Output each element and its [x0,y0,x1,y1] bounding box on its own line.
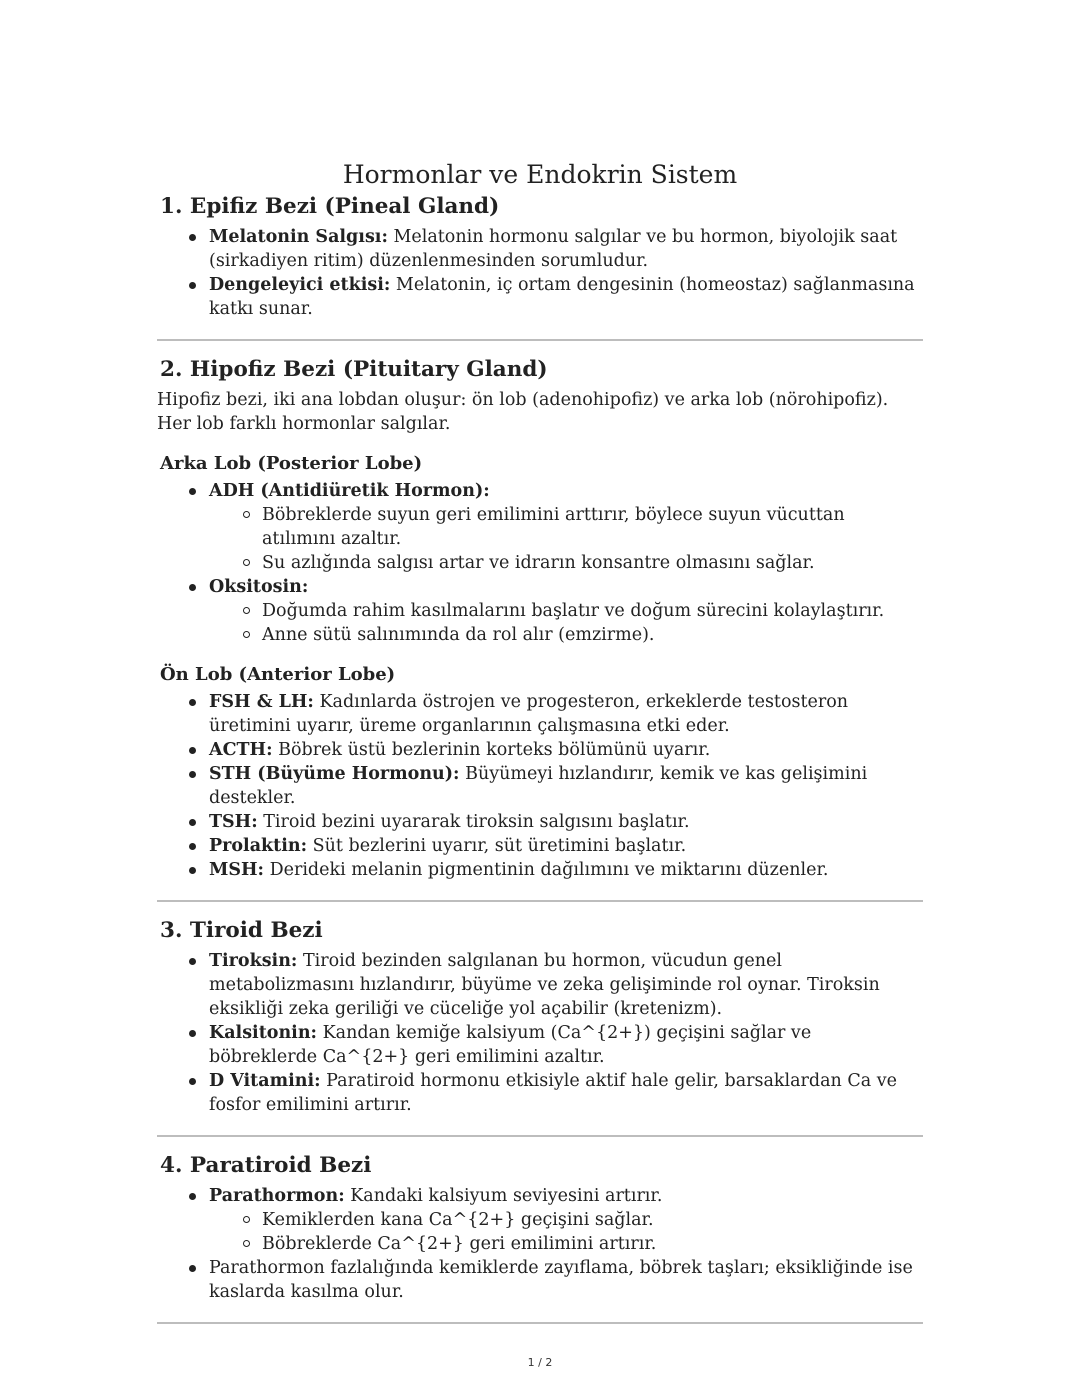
item-text: Kadınlarda östrojen ve progesteron, erkeklerde testosteron üretimini uyarır, üreme organlarının çalışmasına etki eder. [209,692,849,736]
item-text: Böbrek üstü bezlerinin korteks bölümünü uyarır. [272,740,711,760]
section-divider [157,1135,923,1137]
item-label: Dengeleyici etkisi: [209,275,391,295]
item-text: Tiroid bezini uyararak tiroksin salgısını başlatır. [257,812,690,832]
item-label: ADH (Antidiüretik Hormon): [209,481,490,501]
item-label: Tiroksin: [209,951,298,971]
item-text: Melatonin, iç ortam dengesinin (homeostaz) sağlanmasına katkı sunar. [209,275,915,319]
list-item [209,225,923,273]
list-item [209,738,923,762]
item-label: FSH & LH: [209,692,314,712]
page-number: 1 / 2 [527,1356,553,1369]
section-heading: 4. Paratiroid Bezi [160,1153,372,1178]
list-item [209,1069,923,1117]
section-intro: Hipofiz bezi, iki ana lobdan oluşur: ön lob (adenohipofiz) ve arka lob (nörohipofiz). Her lob farklı hormonlar salgılar. [157,390,889,434]
item-text: Kandan kemiğe kalsiyum (Ca^{2+}) geçişini sağlar ve böbreklerde Ca^{2+} geri emilimini azaltır. [209,1023,812,1067]
bullet-list [157,949,923,1117]
item-text: Tiroid bezinden salgılanan bu hormon, vücudun genel metabolizmasını hızlandırır, büyüme ve zeka gelişiminde rol oynar. Tiroksin eksikliği zeka geriliği ve cüceliğe yol açabilir (kretenizm). [209,951,880,1019]
list-item [209,690,923,738]
item-label: Parathormon: [209,1186,345,1206]
list-item [209,479,923,575]
sub-list-item: Doğumda rahim kasılmalarını başlatır ve doğum sürecini kolaylaştırır. [262,599,923,623]
item-text: Süt bezlerini uyarır, süt üretimini başlatır. [307,836,687,856]
section-divider [157,339,923,341]
bullet-list [157,1184,923,1304]
subsection-heading-arka-lob: Arka Lob (Posterior Lobe) [160,453,423,474]
section-divider [157,1322,923,1324]
bullet-list [157,690,923,882]
item-label: Melatonin Salgısı: [209,227,388,247]
sub-list-item: Su azlığında salgısı artar ve idrarın konsantre olmasını sağlar. [262,551,923,575]
item-label: Kalsitonin: [209,1023,318,1043]
section-heading: 1. Epifiz Bezi (Pineal Gland) [160,194,500,219]
section-heading: 2. Hipofiz Bezi (Pituitary Gland) [160,357,548,382]
section-epifiz [157,192,923,321]
sub-list-item: Anne sütü salınımında da rol alır (emzirme). [262,623,923,647]
sub-list [209,503,923,575]
bullet-list [157,225,923,321]
item-label: Oksitosin: [209,577,309,597]
list-item [209,858,923,882]
sub-list [209,1208,923,1256]
item-text: Paratiroid hormonu etkisiyle aktif hale gelir, barsaklardan Ca ve fosfor emilimini artırır. [209,1071,898,1115]
item-label: Prolaktin: [209,836,308,856]
list-item [209,834,923,858]
list-item [209,810,923,834]
item-text: Parathormon fazlalığında kemiklerde zayıflama, böbrek taşları; eksikliğinde ise kaslarda kasılma olur. [209,1258,913,1302]
item-text: Kandaki kalsiyum seviyesini artırır. [344,1186,663,1206]
section-divider [157,900,923,902]
sub-list-item: Böbreklerde Ca^{2+} geri emilimini artırır. [262,1232,923,1256]
sub-list [209,599,923,647]
list-item [209,1184,923,1256]
sub-list-item: Böbreklerde suyun geri emilimini arttırır, böylece suyun vücuttan atılımını azaltır. [262,503,923,551]
list-item [209,1256,923,1304]
document-title: Hormonlar ve Endokrin Sistem [342,160,738,189]
section-paratiroid [157,1151,923,1304]
subsection-heading-on-lob: Ön Lob (Anterior Lobe) [160,664,396,685]
list-item [209,273,923,321]
item-label: MSH: [209,860,265,880]
section-tiroid [157,916,923,1117]
sub-list-item: Kemiklerden kana Ca^{2+} geçişini sağlar. [262,1208,923,1232]
list-item [209,575,923,647]
item-label: ACTH: [209,740,273,760]
item-text: Melatonin hormonu salgılar ve bu hormon, biyolojik saat (sirkadiyen ritim) düzenlenmesinden sorumludur. [209,227,898,271]
item-label: D Vitamini: [209,1071,321,1091]
list-item [209,949,923,1021]
list-item [209,762,923,810]
document-page [157,158,923,1338]
section-heading: 3. Tiroid Bezi [160,918,323,943]
item-label: STH (Büyüme Hormonu): [209,764,460,784]
item-text: Büyümeyi hızlandırır, kemik ve kas gelişimini destekler. [209,764,868,808]
bullet-list [157,479,923,647]
item-label: TSH: [209,812,258,832]
item-text: Derideki melanin pigmentinin dağılımını ve miktarını düzenler. [264,860,829,880]
section-hipofiz [157,355,923,882]
list-item [209,1021,923,1069]
